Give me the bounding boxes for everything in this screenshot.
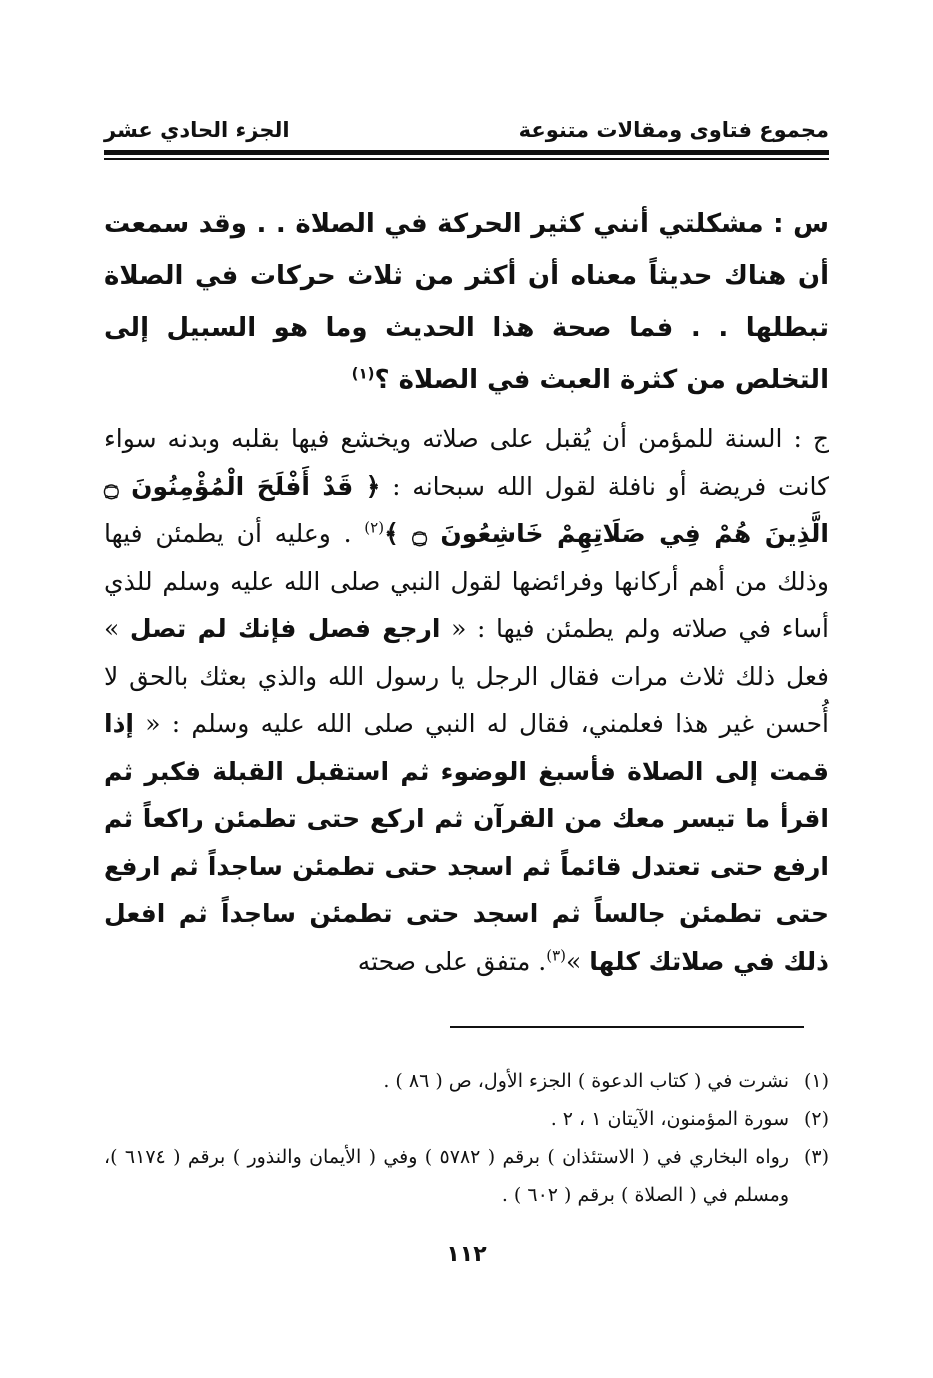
running-header: [104, 112, 829, 148]
footnote-text: سورة المؤمنون، الآيتان ١ ، ٢ .: [550, 1108, 789, 1130]
question-paragraph: [104, 198, 829, 406]
footnote-item: [104, 1062, 829, 1100]
footnote-ref-1: (١): [351, 364, 375, 383]
header-divider: [104, 150, 829, 160]
footnote-number: (١): [803, 1070, 829, 1092]
footnote-number: (٣): [803, 1146, 829, 1168]
hadith-quote-2: إذا قمت إلى الصلاة فأسبغ الوضوء ثم استقبل القبلة فكبر ثم اقرأ ما تيسر معك من القرآن ثم اركع حتى تطمئن راكعاً ثم ارفع حتى تعتدل قائماً ثم اسجد حتى تطمئن ساجداً ثم ارفع حتى تطمئن جالساً ثم اسجد حتى تطمئن ساجداً ثم افعل ذلك في صلاتك كلها: [104, 709, 829, 976]
footnote-text: نشرت في ( كتاب الدعوة ) الجزء الأول، ص ( ٨٦ ) .: [383, 1070, 789, 1092]
quran-verse: ﴿ قَدْ أَفْلَحَ الْمُؤْمِنُونَ ۝ الَّذِينَ هُمْ فِي صَلَاتِهِمْ خَاشِعُونَ ۝ ﴾: [104, 471, 829, 548]
answer-text-1: ج : السنة للمؤمن أن يُقبل على صلاته ويخشع فيها بقلبه وبدنه سواء كانت فريضة أو نافلة لقول الله سبحانه :: [104, 424, 829, 501]
page-number: ١١٢: [446, 1242, 487, 1267]
footnote-number: (٢): [803, 1108, 829, 1130]
footnote-ref-3: (٣): [546, 946, 567, 965]
footnote-item: [104, 1100, 829, 1138]
hadith-quote-1: ارجع فصل فإنك لم تصل: [129, 614, 441, 643]
book-title: مجموع فتاوى ومقالات متنوعة: [518, 118, 829, 142]
volume-label: الجزء الحادي عشر: [104, 118, 290, 142]
footnote-divider: [450, 1026, 804, 1028]
footnote-item: [104, 1138, 829, 1214]
footnote-ref-2: (٢): [364, 518, 385, 537]
answer-paragraph: [104, 415, 829, 985]
answer-text-5: . متفق على صحته: [357, 946, 547, 976]
footnotes: [104, 1062, 829, 1214]
footnote-text: رواه البخاري في ( الاستئذان ) برقم ( ٥٧٨٢ ) وفي ( الأيمان والنذور ) برقم ( ٦١٧٤ )، ومسلم في ( الصلاة ) برقم ( ٦٠٢ ) .: [104, 1146, 790, 1206]
answer-text-4: »: [566, 946, 582, 976]
answer-text-2: . وعليه أن يطمئن فيها وذلك من أهم أركانها وفرائضها لقول النبي صلى الله عليه وسلم للذي أساء في صلاته ولم يطمئن فيها : «: [104, 519, 829, 643]
question-text: س : مشكلتي أنني كثير الحركة في الصلاة . . وقد سمعت أن هناك حديثاً معناه أن أكثر من ثلاث حركات في الصلاة تبطلها . . فما صحة هذا الحديث وما هو السبيل إلى التخلص من كثرة العبث في الصلاة ؟: [104, 209, 829, 395]
answer-text-3: » فعل ذلك ثلاث مرات فقال الرجل يا رسول الله والذي بعثك بالحق لا أُحسن غير هذا فعلمني، فقال له النبي صلى الله عليه وسلم : «: [104, 614, 829, 738]
